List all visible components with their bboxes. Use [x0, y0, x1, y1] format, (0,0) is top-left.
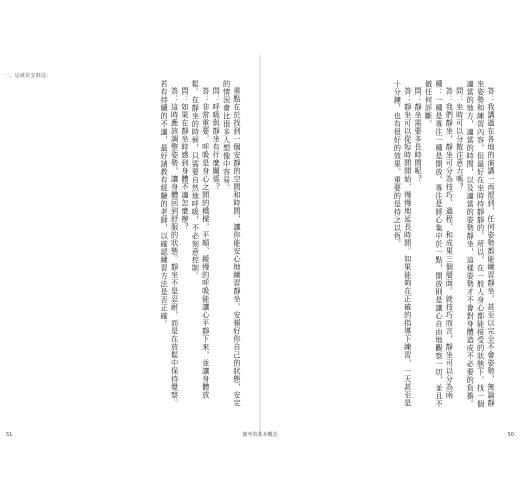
left-paragraph: 答：非常重要。呼吸是身心之間的橋樑，平順、緩慢的呼吸能讓心平靜下來，並讓身體放鬆。在靜坐的時候，只需要自然地呼吸，不必刻意控制。 [191, 80, 211, 400]
right-paragraph: 問：坐時可以分散注意力嗎？ [455, 87, 465, 192]
left-page [12, 58, 250, 428]
right-paragraph: 答：靜坐可以從短時間開始，慢慢地延長時間。如果能夠在正確的指導下練習，一天甚至是十分鐘，也有很好的效果。重要的是持之以恆。 [393, 80, 413, 408]
right-page-number: 50 [507, 432, 514, 438]
right-page [266, 58, 504, 428]
left-paragraph: 問：呼吸與靜坐有什麼關係？ [212, 87, 222, 192]
right-paragraph: 答：我們靜坐，靜坐可分為技巧、過程、和成果三個層面。就技巧而言，靜坐可以分為兩種：一種是專注一種是開放。專注是將心集中於一點，開放則是讓心自由地觀察一切，並且不做任何評斷。 [424, 80, 455, 408]
left-paragraph: 問：如果在靜坐時感到身體不適怎麼辦？ [180, 87, 190, 232]
right-paragraph: 問：靜坐需要多長時間呢？ [414, 87, 424, 184]
right-page-text [274, 80, 496, 410]
footer-title: 靜坐的基本概念 [242, 432, 278, 438]
left-paragraph: 重點在於找到一個安靜的空間和時間，讓你能安心地練習靜坐。安頓好你自己的狀態，安定的情況會比很多人想像中容易。 [222, 80, 242, 408]
left-running-header: 一、這就是安靜法： [4, 73, 52, 79]
right-paragraph: 答：我講過在各地的演講一再提到，任何姿勢都能練習靜坐。甚至以完全不會姿勢，無論靜坐姿勢和練習內容，但最好在坐時持靜靜的。所以，在一般人身心都能接受的狀態下，找一個適當的地方，適當的時間，以及適當的姿勢靜坐，這樣姿勢才不會對身體造成不必要的負擔。 [466, 80, 496, 408]
left-page-number: 51 [6, 432, 13, 438]
book-gutter [259, 55, 261, 435]
left-paragraph: 答：這時應該調整姿勢，讓身體回到舒服的狀態。靜坐不是忍耐，而是在放鬆中保持覺察。若有持續的不適，最好請教有經驗的老師，以確認練習方法是否正確。 [160, 80, 180, 408]
left-page-text [32, 80, 242, 410]
